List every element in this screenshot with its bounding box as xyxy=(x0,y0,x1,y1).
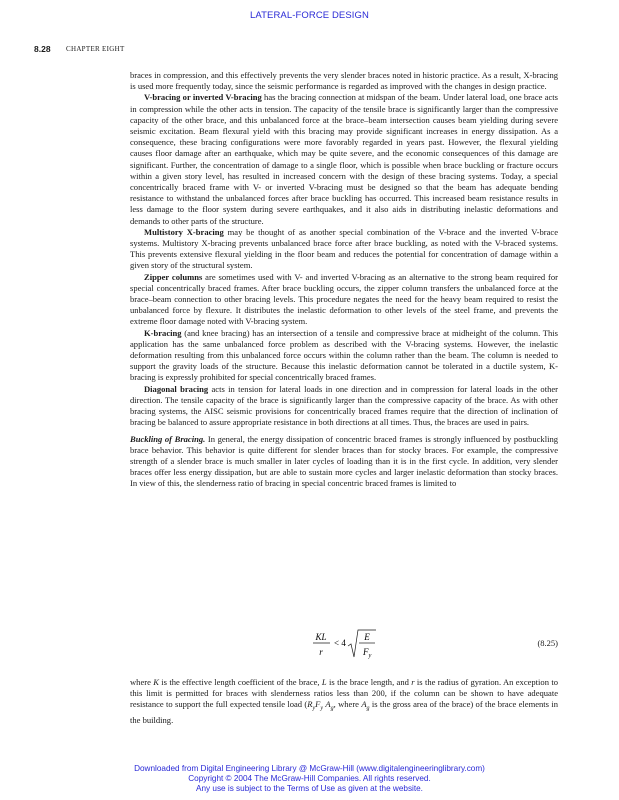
equation-8-25 xyxy=(130,628,558,658)
chapter-label: CHAPTER EIGHT xyxy=(66,45,125,53)
paragraph-multistory-x-bracing xyxy=(130,227,558,272)
var-k: K xyxy=(153,677,159,687)
page-number: 8.28 xyxy=(34,44,51,54)
text-buckling-of-bracing: In general, the energy dissipation of concentric braced frames is strongly influenced by postbuckling brace behavior. This behavior is quite different for slender braces than for stocky braces. For example, the compressive strength of a slender brace is much smaller in later cycles of loading than it is in the first cycle. In addition, very slender braces offer less energy dissipation, but are able to sustain more cycles and larger inelastic deformation than stocky braces. In view of this, the slenderness ratio of bracing in special concentric braced frames is limited to xyxy=(130,433,558,489)
where-t6: is the gross area of the brace) of the brace elements in the building. xyxy=(130,699,558,726)
var-r: r xyxy=(411,677,415,687)
paragraph-zipper-columns xyxy=(130,272,558,328)
var-fy-sub: y xyxy=(320,706,324,713)
var-fy: F xyxy=(315,699,321,710)
eq-relation: < 4 xyxy=(334,638,346,648)
download-footer xyxy=(0,764,619,795)
where-t2: is the effective length coefficient of the brace, xyxy=(158,677,322,687)
footer-download-line[interactable]: Downloaded from Digital Engineering Library @ McGraw-Hill (www.digitalengineeringlibrary.com) xyxy=(134,764,485,773)
eq-lhs-denominator: r xyxy=(319,647,323,657)
text-zipper-columns: are sometimes used with V- and inverted V-bracing as an alternative to the strong beam required for special concentrically braced frames. After brace buckling occurs, the zipper column transfers the unbalanced force at the brace–beam connection to other bracing levels. This procedure negates the need for the heavy beam required to resist the unbalanced force by flexure. It distributes the inelastic deformation to other levels of the steel frame, and prevents the extreme floor damage noted with V-bracing system. xyxy=(130,271,558,327)
footer-copyright-line: Copyright © 2004 The McGraw-Hill Companies. All rights reserved. xyxy=(188,774,431,784)
eq-radical-denominator xyxy=(362,647,372,659)
where-t4: is the radius of gyration. An exception to this limit is permitted for braces with slenderness ratios less than 200, if the column can be shown to have adequate resistance to support the full expected tensile load ( xyxy=(130,677,558,710)
eq-radical-sign xyxy=(348,630,376,657)
text-multistory-x-bracing: may be thought of as another special combination of the V-brace and the inverted V-brace systems. Multistory X-bracing prevents unbalanced brace force after brace buckling, as noted with the V-braced systems. This prevents extensive flexural yielding in the floor beam and reduces the potential for concentration of damage within a given story of the structural system. xyxy=(130,226,558,271)
eq-radical-numerator: E xyxy=(364,632,370,642)
where-t5: , where xyxy=(333,699,362,710)
term-k-bracing: K-bracing xyxy=(144,327,182,338)
heading-buckling-of-bracing: Buckling of Bracing. xyxy=(130,433,206,444)
text-k-bracing: (and knee bracing) has an intersection of a tensile and compressive brace at midheight of the column. This application has the same unbalanced force problem as described with the V-bracing systems. However, the inelastic deformation resulting from this unbalanced force occurs within the column rather than the beam. The column is needed to support the gravity loads of the structure. Because this inelastic deformation cannot be tolerated in a ductile system, K-bracing is expressly prohibited for special concentrically braced frames. xyxy=(130,327,558,383)
equation-graphic xyxy=(130,628,558,662)
var-ag: A xyxy=(325,699,331,710)
footer-terms-line[interactable]: Any use is subject to the Terms of Use as given at the website. xyxy=(196,784,423,794)
running-header: LATERAL-FORCE DESIGN xyxy=(249,10,369,21)
where-t3: is the brace length, and xyxy=(326,677,412,687)
text-v-bracing: has the bracing connection at midspan of the beam. Under lateral load, one brace acts in compression while the other acts in tension. The capacity of the tensile brace is significantly larger than the compressive capacity of the other brace, and this unbalanced force at the brace–beam intersection causes beam yielding during severe seismic excitation. Beam flexural yield with this bracing may provide significant increases in energy dissipation. As a consequence, these bracing configurations were more favorably regarded in years past. However, the flexural yielding causes floor damage after an earthquake, which may be quite severe, and the economic consequences of this damage are significant. Further, the concentration of damage to a single floor, which is possible when brace buckling or fracture occurs within a given story level, has resulted in increased concern with the design of these bracing systems. Today, a special concentrically braced frame with V- or inverted V-bracing must be designed so that the beam has adequate bending resistance to withstand the unbalanced forces after brace buckling has occurred. This increased beam resistance results in less damage to the floor system during severe earthquakes, and it also aids in distributing inelastic deformations and demands to other parts of the structure. xyxy=(130,92,558,226)
paragraph-continuation: braces in compression, and this effectively prevents the very slender braces noted in historic practice. As a result, X-bracing is used more frequently today, since the seismic performance is regarded as improved with the changes in design practice. xyxy=(130,70,558,92)
term-multistory-x-bracing: Multistory X-bracing xyxy=(144,226,224,237)
var-ag-sub: g xyxy=(330,706,334,713)
var-l: L xyxy=(321,677,327,687)
body-text xyxy=(130,70,558,490)
text-diagonal-bracing: acts in tension for lateral loads in one direction and in compression for lateral loads in the other direction. The tensile capacity of the brace is significantly larger than the compressive capacity of the brace. As with other bracing systems, the AISC seismic provisions for concentrically braced frames require that the direction of inclination of bracing be balanced to assure appropriate resistance in both directions at all times. Thus, the braces are used in pairs. xyxy=(130,383,558,428)
eq-lhs-numerator: KL xyxy=(315,632,327,642)
after-equation-text xyxy=(130,677,558,727)
term-v-bracing: V-bracing or inverted V-bracing xyxy=(144,92,262,103)
var-ag2: A xyxy=(361,699,367,710)
paragraph-where xyxy=(130,677,558,727)
paragraph-v-bracing xyxy=(130,92,558,226)
term-diagonal-bracing: Diagonal bracing xyxy=(144,383,209,394)
paragraph-k-bracing xyxy=(130,328,558,384)
equation-number: (8.25) xyxy=(537,638,558,648)
var-ry-sub: y xyxy=(312,706,316,713)
paragraph-diagonal-bracing xyxy=(130,384,558,429)
var-ag2-sub: g xyxy=(366,706,370,713)
var-ry: R xyxy=(307,699,313,710)
eq-radical-denominator-main: F xyxy=(363,647,369,657)
paragraph-buckling-of-bracing xyxy=(130,434,558,490)
eq-radical-denominator-sub: y xyxy=(368,652,372,659)
term-zipper-columns: Zipper columns xyxy=(144,271,203,282)
where-t1: where xyxy=(130,677,154,687)
